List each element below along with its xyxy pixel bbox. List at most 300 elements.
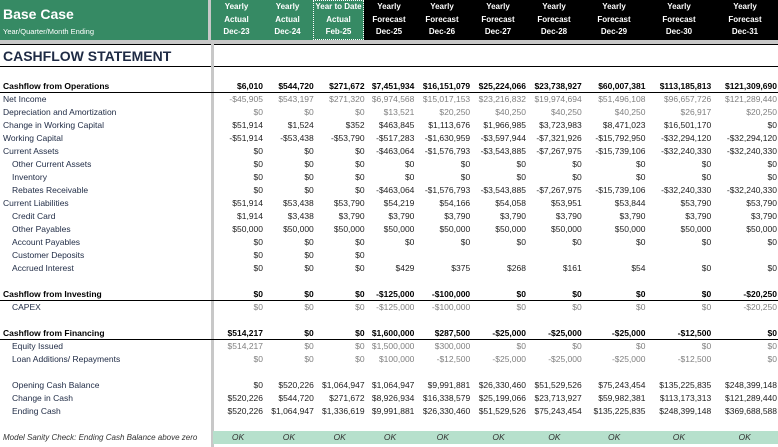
value-cell[interactable]: $0 — [304, 263, 314, 273]
value-cell[interactable]: $0 — [767, 328, 777, 338]
value-cell[interactable]: -$25,000 — [492, 354, 526, 364]
value-cell[interactable]: $1,914 — [237, 211, 263, 221]
check-status-cell[interactable]: OK — [583, 431, 647, 444]
value-cell[interactable]: $0 — [701, 289, 712, 299]
value-cell[interactable]: $287,500 — [434, 328, 471, 338]
value-cell[interactable]: $8,926,934 — [371, 393, 415, 403]
column-header-period: Yearly — [542, 2, 566, 11]
value-cell[interactable]: $429 — [395, 263, 415, 273]
row-label[interactable]: Model Sanity Check: Ending Cash Balance above zero — [3, 433, 198, 442]
value-cell[interactable]: $0 — [767, 237, 777, 247]
value-cell[interactable]: -$100,000 — [431, 302, 471, 312]
value-cell[interactable]: -$7,321,926 — [536, 133, 582, 143]
value-cell[interactable]: $6,974,568 — [371, 94, 415, 104]
value-cell[interactable]: -$125,000 — [376, 289, 415, 299]
blank-row — [0, 418, 778, 431]
value-cell[interactable]: -$32,294,120 — [661, 133, 712, 143]
row-label[interactable]: Change in Cash — [12, 393, 73, 403]
value-cell[interactable]: $0 — [253, 146, 263, 156]
value-cell[interactable]: -$12,500 — [677, 354, 712, 364]
value-cell[interactable]: $0 — [767, 159, 777, 169]
column-header-type: Forecast — [372, 14, 406, 24]
value-cell[interactable]: -$53,438 — [280, 133, 314, 143]
column-header-dec-26[interactable] — [414, 0, 470, 40]
value-cell[interactable]: $53,951 — [550, 198, 582, 208]
value-cell[interactable]: $0 — [701, 341, 712, 351]
row-label[interactable]: Other Current Assets — [12, 159, 92, 169]
value-cell[interactable]: $0 — [636, 172, 646, 182]
blank-row — [0, 275, 778, 288]
value-cell[interactable]: -$32,294,120 — [726, 133, 777, 143]
value-cell[interactable]: $20,250 — [746, 107, 777, 117]
row-label[interactable] — [0, 314, 211, 327]
value-cell[interactable]: -$25,000 — [548, 354, 582, 364]
value-cell[interactable]: $1,064,947 — [371, 380, 415, 390]
value-cell[interactable]: $1,600,000 — [371, 328, 415, 338]
value-cell[interactable]: $514,217 — [227, 341, 263, 351]
value-cell[interactable]: $1,966,985 — [483, 120, 526, 130]
value-cell[interactable]: $54,058 — [495, 198, 526, 208]
row-label[interactable]: Depreciation and Amortization — [3, 107, 117, 117]
value-cell[interactable]: $271,320 — [329, 94, 365, 104]
row-label[interactable]: Customer Deposits — [12, 250, 85, 260]
value-cell[interactable]: $23,216,832 — [478, 94, 526, 104]
value-cell[interactable]: $544,720 — [278, 81, 314, 91]
value-cell[interactable]: $0 — [355, 302, 365, 312]
value-cell[interactable]: $50,000 — [333, 224, 365, 234]
value-cell[interactable]: $0 — [253, 185, 263, 195]
value-cell[interactable]: $0 — [516, 237, 526, 247]
row-label[interactable]: Change in Working Capital — [3, 120, 104, 130]
value-cell[interactable] — [471, 249, 527, 262]
value-cell[interactable]: $0 — [304, 172, 314, 182]
sheet-title: CASHFLOW STATEMENT — [3, 48, 172, 64]
value-cell[interactable]: $0 — [701, 263, 712, 273]
value-cell[interactable]: -$3,543,885 — [480, 185, 526, 195]
value-cell[interactable]: -$32,240,330 — [661, 185, 712, 195]
row-label[interactable]: Inventory — [12, 172, 47, 182]
value-cell[interactable]: $75,243,454 — [598, 380, 646, 390]
value-cell[interactable]: $50,000 — [495, 224, 526, 234]
value-cell[interactable]: $271,672 — [329, 393, 365, 403]
value-cell[interactable]: $54 — [631, 263, 646, 273]
value-cell[interactable]: $19,974,694 — [534, 94, 582, 104]
value-cell[interactable] — [527, 249, 583, 262]
value-cell[interactable]: $369,688,588 — [725, 406, 777, 416]
value-cell[interactable]: -$12,500 — [677, 328, 712, 338]
value-cell[interactable]: $40,250 — [550, 107, 582, 117]
value-cell[interactable]: $0 — [636, 159, 646, 169]
value-cell[interactable]: -$517,283 — [376, 133, 415, 143]
blank-row — [0, 314, 778, 327]
value-cell[interactable]: $0 — [355, 263, 365, 273]
value-cell[interactable]: $50,000 — [383, 224, 415, 234]
column-header-type: Forecast — [481, 14, 515, 24]
value-cell[interactable]: $26,330,460 — [422, 406, 471, 416]
value-cell[interactable]: $0 — [636, 237, 646, 247]
row-label[interactable]: Account Payables — [12, 237, 81, 247]
row-label[interactable]: Working Capital — [3, 133, 63, 143]
table-row — [0, 171, 778, 184]
value-cell[interactable]: -$15,792,950 — [595, 133, 646, 143]
value-cell[interactable]: -$7,267,975 — [536, 185, 582, 195]
value-cell[interactable]: $0 — [355, 341, 365, 351]
column-header-dec-24[interactable] — [262, 0, 313, 40]
value-cell[interactable]: $0 — [460, 159, 471, 169]
value-cell[interactable]: $0 — [572, 289, 582, 299]
value-cell[interactable]: $0 — [304, 159, 314, 169]
value-cell[interactable]: $0 — [304, 146, 314, 156]
value-cell[interactable]: -$25,000 — [548, 328, 582, 338]
value-cell[interactable]: $0 — [253, 237, 263, 247]
value-cell[interactable]: $40,250 — [495, 107, 526, 117]
value-cell[interactable]: $9,991,881 — [427, 380, 471, 390]
value-cell[interactable]: $248,399,148 — [725, 380, 777, 390]
value-cell[interactable]: $0 — [404, 172, 415, 182]
value-cell[interactable]: -$20,250 — [743, 302, 777, 312]
table-row — [0, 405, 778, 418]
value-cell[interactable]: $0 — [304, 302, 314, 312]
value-cell[interactable]: $0 — [253, 107, 263, 117]
value-cell[interactable]: -$100,000 — [431, 289, 471, 299]
value-cell[interactable]: $0 — [516, 302, 526, 312]
value-cell[interactable]: $23,713,927 — [534, 393, 582, 403]
value-cell[interactable]: $0 — [355, 172, 365, 182]
value-cell[interactable]: -$1,576,793 — [424, 146, 471, 156]
scenario-title: Base Case — [3, 6, 74, 22]
value-cell[interactable]: $0 — [355, 328, 365, 338]
value-cell[interactable]: $0 — [701, 237, 712, 247]
value-cell[interactable]: $0 — [767, 341, 777, 351]
value-cell[interactable]: $1,064,947 — [271, 406, 314, 416]
value-cell[interactable]: $0 — [516, 159, 526, 169]
row-label[interactable]: Ending Cash — [12, 406, 61, 416]
column-header-dec-30[interactable] — [646, 0, 712, 40]
value-cell[interactable]: $0 — [767, 263, 777, 273]
table-row — [0, 249, 778, 262]
column-header-dec-27[interactable] — [470, 0, 526, 40]
value-cell[interactable]: $113,185,813 — [659, 81, 712, 91]
value-cell[interactable]: $54,219 — [383, 198, 415, 208]
sanity-check-row — [0, 431, 778, 444]
value-cell[interactable]: $50,000 — [614, 224, 646, 234]
value-cell[interactable]: $50,000 — [283, 224, 314, 234]
value-cell[interactable]: $0 — [355, 289, 365, 299]
row-label[interactable]: Credit Card — [12, 211, 56, 221]
value-cell[interactable]: $0 — [636, 302, 646, 312]
column-header-period: Yearly — [377, 2, 401, 11]
value-cell[interactable]: $0 — [572, 172, 582, 182]
check-status-cell[interactable]: OK — [471, 431, 527, 444]
value-cell[interactable]: $0 — [355, 250, 365, 260]
value-cell[interactable]: -$45,905 — [229, 94, 263, 104]
value-cell[interactable]: $0 — [636, 289, 646, 299]
value-cell[interactable]: $113,173,313 — [659, 393, 712, 403]
check-status-cell[interactable]: OK — [646, 431, 712, 444]
check-status-cell[interactable]: OK — [415, 431, 471, 444]
value-cell[interactable]: $0 — [767, 120, 777, 130]
value-cell[interactable]: $375 — [451, 263, 471, 273]
value-cell[interactable]: $0 — [253, 289, 263, 299]
value-cell[interactable]: $50,000 — [746, 224, 777, 234]
value-cell[interactable]: $51,914 — [232, 198, 263, 208]
value-cell[interactable]: $463,845 — [378, 120, 415, 130]
value-cell[interactable]: $0 — [253, 172, 263, 182]
value-cell[interactable]: $0 — [636, 341, 646, 351]
value-cell[interactable]: $16,151,079 — [422, 81, 471, 91]
value-cell[interactable]: -$32,240,330 — [726, 146, 777, 156]
value-cell[interactable]: -$7,267,975 — [536, 146, 582, 156]
check-status-cell[interactable]: OK — [527, 431, 583, 444]
check-status-cell[interactable]: OK — [315, 431, 366, 444]
value-cell[interactable]: $1,524 — [287, 120, 314, 130]
value-cell[interactable] — [415, 249, 471, 262]
value-cell[interactable]: $0 — [572, 302, 582, 312]
value-cell[interactable]: $1,336,619 — [322, 406, 365, 416]
value-cell[interactable]: $100,000 — [378, 354, 415, 364]
value-cell[interactable]: $0 — [304, 341, 314, 351]
value-cell[interactable]: $248,399,148 — [659, 406, 712, 416]
value-cell[interactable]: $0 — [304, 185, 314, 195]
value-cell[interactable]: $3,790 — [444, 211, 471, 221]
value-cell[interactable]: -$32,240,330 — [661, 146, 712, 156]
value-cell[interactable]: $25,224,066 — [478, 81, 526, 91]
value-cell[interactable]: $13,521 — [383, 107, 415, 117]
value-cell[interactable]: $8,471,023 — [602, 120, 646, 130]
row-label[interactable]: Current Liabilities — [3, 198, 69, 208]
value-cell[interactable]: $7,451,934 — [371, 81, 415, 91]
value-cell[interactable]: -$20,250 — [743, 289, 777, 299]
value-cell[interactable]: $0 — [701, 159, 712, 169]
value-cell[interactable]: $0 — [253, 302, 263, 312]
value-cell[interactable]: $0 — [572, 341, 582, 351]
value-cell[interactable]: $0 — [404, 159, 415, 169]
row-label[interactable] — [0, 418, 211, 431]
value-cell[interactable]: $16,338,579 — [422, 393, 471, 403]
value-cell[interactable]: $51,914 — [232, 120, 263, 130]
value-cell[interactable]: $1,113,676 — [428, 120, 471, 130]
column-gap — [211, 275, 214, 288]
value-cell[interactable]: $520,226 — [227, 393, 263, 403]
value-cell[interactable]: $520,226 — [227, 406, 263, 416]
value-cell[interactable]: $3,790 — [499, 211, 526, 221]
column-header-dec-25[interactable] — [364, 0, 414, 40]
value-cell[interactable]: $53,438 — [283, 198, 314, 208]
value-cell[interactable]: $0 — [304, 237, 314, 247]
value-cell[interactable]: $96,657,726 — [663, 94, 712, 104]
check-status-cell[interactable]: OK — [712, 431, 778, 444]
value-cell[interactable]: $0 — [304, 107, 314, 117]
value-cell[interactable]: $1,064,947 — [322, 380, 365, 390]
value-cell[interactable]: $25,199,066 — [478, 393, 526, 403]
row-label[interactable]: Loan Additions/ Repayments — [12, 354, 121, 364]
check-status-cell[interactable]: OK — [366, 431, 416, 444]
row-label[interactable] — [0, 275, 211, 288]
value-cell[interactable]: $0 — [460, 172, 471, 182]
value-cell[interactable]: $51,496,108 — [598, 94, 646, 104]
check-status-cell[interactable]: OK — [264, 431, 315, 444]
value-cell[interactable]: $0 — [572, 237, 582, 247]
value-cell[interactable]: $50,000 — [439, 224, 471, 234]
value-cell[interactable]: $0 — [355, 354, 365, 364]
value-cell[interactable]: $0 — [516, 341, 526, 351]
value-cell[interactable]: $0 — [516, 289, 526, 299]
value-cell[interactable]: $121,289,440 — [725, 393, 777, 403]
row-label[interactable]: Cashflow from Investing — [3, 289, 102, 299]
value-cell[interactable]: $0 — [355, 107, 365, 117]
value-cell[interactable]: $3,438 — [287, 211, 314, 221]
value-cell[interactable]: -$51,914 — [229, 133, 263, 143]
row-label[interactable]: Cashflow from Operations — [3, 81, 110, 91]
value-cell[interactable]: $0 — [253, 380, 263, 390]
value-cell[interactable]: $0 — [701, 302, 712, 312]
value-cell[interactable]: -$15,739,106 — [595, 146, 646, 156]
row-label[interactable]: Accrued Interest — [12, 263, 74, 273]
value-cell[interactable]: $54,166 — [439, 198, 471, 208]
value-cell[interactable]: $53,790 — [333, 198, 365, 208]
value-cell[interactable]: $0 — [355, 185, 365, 195]
value-cell[interactable]: -$25,000 — [492, 328, 526, 338]
value-cell[interactable]: $59,982,381 — [598, 393, 646, 403]
value-cell[interactable]: $271,672 — [329, 81, 365, 91]
row-label[interactable]: CAPEX — [12, 302, 41, 312]
value-cell[interactable] — [583, 249, 647, 262]
row-label[interactable]: Opening Cash Balance — [12, 380, 100, 390]
value-cell[interactable]: $121,289,440 — [724, 94, 777, 104]
check-status-cell[interactable]: OK — [213, 431, 264, 444]
value-cell[interactable]: $50,000 — [232, 224, 263, 234]
value-cell[interactable]: $20,250 — [439, 107, 471, 117]
value-cell[interactable]: $75,243,454 — [534, 406, 582, 416]
table-row — [0, 236, 778, 249]
value-cell[interactable]: -$3,543,885 — [480, 146, 526, 156]
value-cell[interactable]: -$25,000 — [611, 328, 646, 338]
row-label[interactable]: Current Assets — [3, 146, 59, 156]
value-cell[interactable]: $352 — [345, 120, 365, 130]
value-cell[interactable]: $50,000 — [680, 224, 712, 234]
value-cell[interactable]: $135,225,835 — [593, 406, 646, 416]
value-cell[interactable]: $0 — [304, 289, 314, 299]
value-cell[interactable]: -$53,790 — [331, 133, 365, 143]
blank-row — [0, 366, 778, 379]
value-cell[interactable]: $53,844 — [614, 198, 646, 208]
value-cell[interactable]: $544,720 — [278, 393, 314, 403]
value-cell[interactable]: -$125,000 — [376, 302, 415, 312]
value-cell[interactable]: $3,790 — [338, 211, 365, 221]
value-cell[interactable]: $135,225,835 — [659, 380, 712, 390]
value-cell[interactable]: $50,000 — [551, 224, 582, 234]
value-cell[interactable]: $3,790 — [555, 211, 582, 221]
value-cell[interactable]: $26,330,460 — [478, 380, 526, 390]
value-cell[interactable]: $3,790 — [619, 211, 646, 221]
value-cell[interactable]: $3,790 — [685, 211, 712, 221]
value-cell[interactable]: $0 — [701, 172, 712, 182]
value-cell[interactable] — [647, 249, 713, 262]
value-cell[interactable]: $3,723,983 — [539, 120, 582, 130]
row-label[interactable]: Rebates Receivable — [12, 185, 89, 195]
value-cell[interactable]: -$3,597,944 — [480, 133, 526, 143]
value-cell[interactable]: $53,790 — [746, 198, 777, 208]
value-cell[interactable]: $0 — [304, 250, 314, 260]
value-cell[interactable]: $0 — [355, 237, 365, 247]
value-cell[interactable]: $51,529,526 — [478, 406, 526, 416]
value-cell[interactable]: $9,991,881 — [371, 406, 415, 416]
title-row — [0, 44, 778, 67]
value-cell[interactable]: $1,500,000 — [371, 341, 415, 351]
value-cell[interactable]: $0 — [304, 354, 314, 364]
value-cell[interactable]: $0 — [355, 146, 365, 156]
value-cell[interactable] — [366, 249, 416, 262]
value-cell[interactable]: $53,790 — [680, 198, 712, 208]
value-cell[interactable]: -$15,739,106 — [595, 185, 646, 195]
value-cell[interactable]: $268 — [507, 263, 526, 273]
value-cell[interactable]: $543,197 — [278, 94, 314, 104]
column-header-dec-23[interactable] — [211, 0, 262, 40]
value-cell[interactable]: $26,917 — [680, 107, 712, 117]
value-cell[interactable]: $300,000 — [434, 341, 471, 351]
value-cell[interactable]: $0 — [304, 328, 314, 338]
value-cell[interactable]: -$25,000 — [611, 354, 646, 364]
value-cell[interactable]: $15,017,153 — [422, 94, 471, 104]
column-header-dec-28[interactable] — [526, 0, 582, 40]
column-header-date: Dec-25 — [375, 27, 403, 36]
value-cell[interactable]: -$12,500 — [436, 354, 471, 364]
value-cell[interactable]: $0 — [767, 354, 777, 364]
value-cell[interactable]: $0 — [767, 172, 777, 182]
value-cell[interactable]: $3,790 — [751, 211, 777, 221]
value-cell[interactable]: $0 — [404, 237, 415, 247]
value-cell[interactable]: -$463,064 — [376, 185, 415, 195]
row-label[interactable]: Net Income — [3, 94, 47, 104]
value-cell[interactable]: -$1,630,959 — [424, 133, 471, 143]
value-cell[interactable]: $0 — [572, 159, 582, 169]
table-row — [0, 301, 778, 314]
value-cell[interactable]: -$1,576,793 — [424, 185, 471, 195]
value-cell[interactable]: $520,226 — [278, 380, 314, 390]
value-cell[interactable] — [712, 249, 778, 262]
column-gap — [211, 418, 214, 431]
value-cell[interactable]: $0 — [253, 354, 263, 364]
column-header-dec-29[interactable] — [582, 0, 646, 40]
column-header-feb-25[interactable] — [313, 0, 364, 40]
row-label[interactable] — [0, 366, 211, 379]
value-cell[interactable]: $0 — [460, 237, 471, 247]
value-cell[interactable]: $60,007,381 — [598, 81, 646, 91]
value-cell[interactable]: -$32,240,330 — [726, 185, 777, 195]
value-cell[interactable]: $16,501,170 — [663, 120, 712, 130]
value-cell[interactable]: $0 — [253, 263, 263, 273]
row-label[interactable]: Other Payables — [12, 224, 71, 234]
value-cell[interactable]: $0 — [516, 172, 526, 182]
value-cell[interactable]: $121,309,690 — [724, 81, 777, 91]
value-cell[interactable]: $0 — [355, 159, 365, 169]
column-header-type: Forecast — [662, 14, 696, 24]
value-cell[interactable]: $40,250 — [614, 107, 646, 117]
value-cell[interactable]: $0 — [253, 250, 263, 260]
row-label[interactable]: Cashflow from Financing — [3, 328, 105, 338]
value-cell[interactable]: $0 — [253, 159, 263, 169]
value-cell[interactable]: -$463,064 — [376, 146, 415, 156]
column-header-type: Forecast — [597, 14, 631, 24]
column-header-dec-31[interactable] — [712, 0, 778, 40]
value-cell[interactable]: $51,529,526 — [534, 380, 582, 390]
value-cell[interactable]: $514,217 — [227, 328, 263, 338]
value-cell[interactable]: $6,010 — [236, 81, 263, 91]
value-cell[interactable]: $3,790 — [388, 211, 415, 221]
value-cell[interactable]: $23,738,927 — [534, 81, 582, 91]
value-cell[interactable]: $161 — [562, 263, 582, 273]
row-label[interactable]: Equity Issued — [12, 341, 64, 351]
